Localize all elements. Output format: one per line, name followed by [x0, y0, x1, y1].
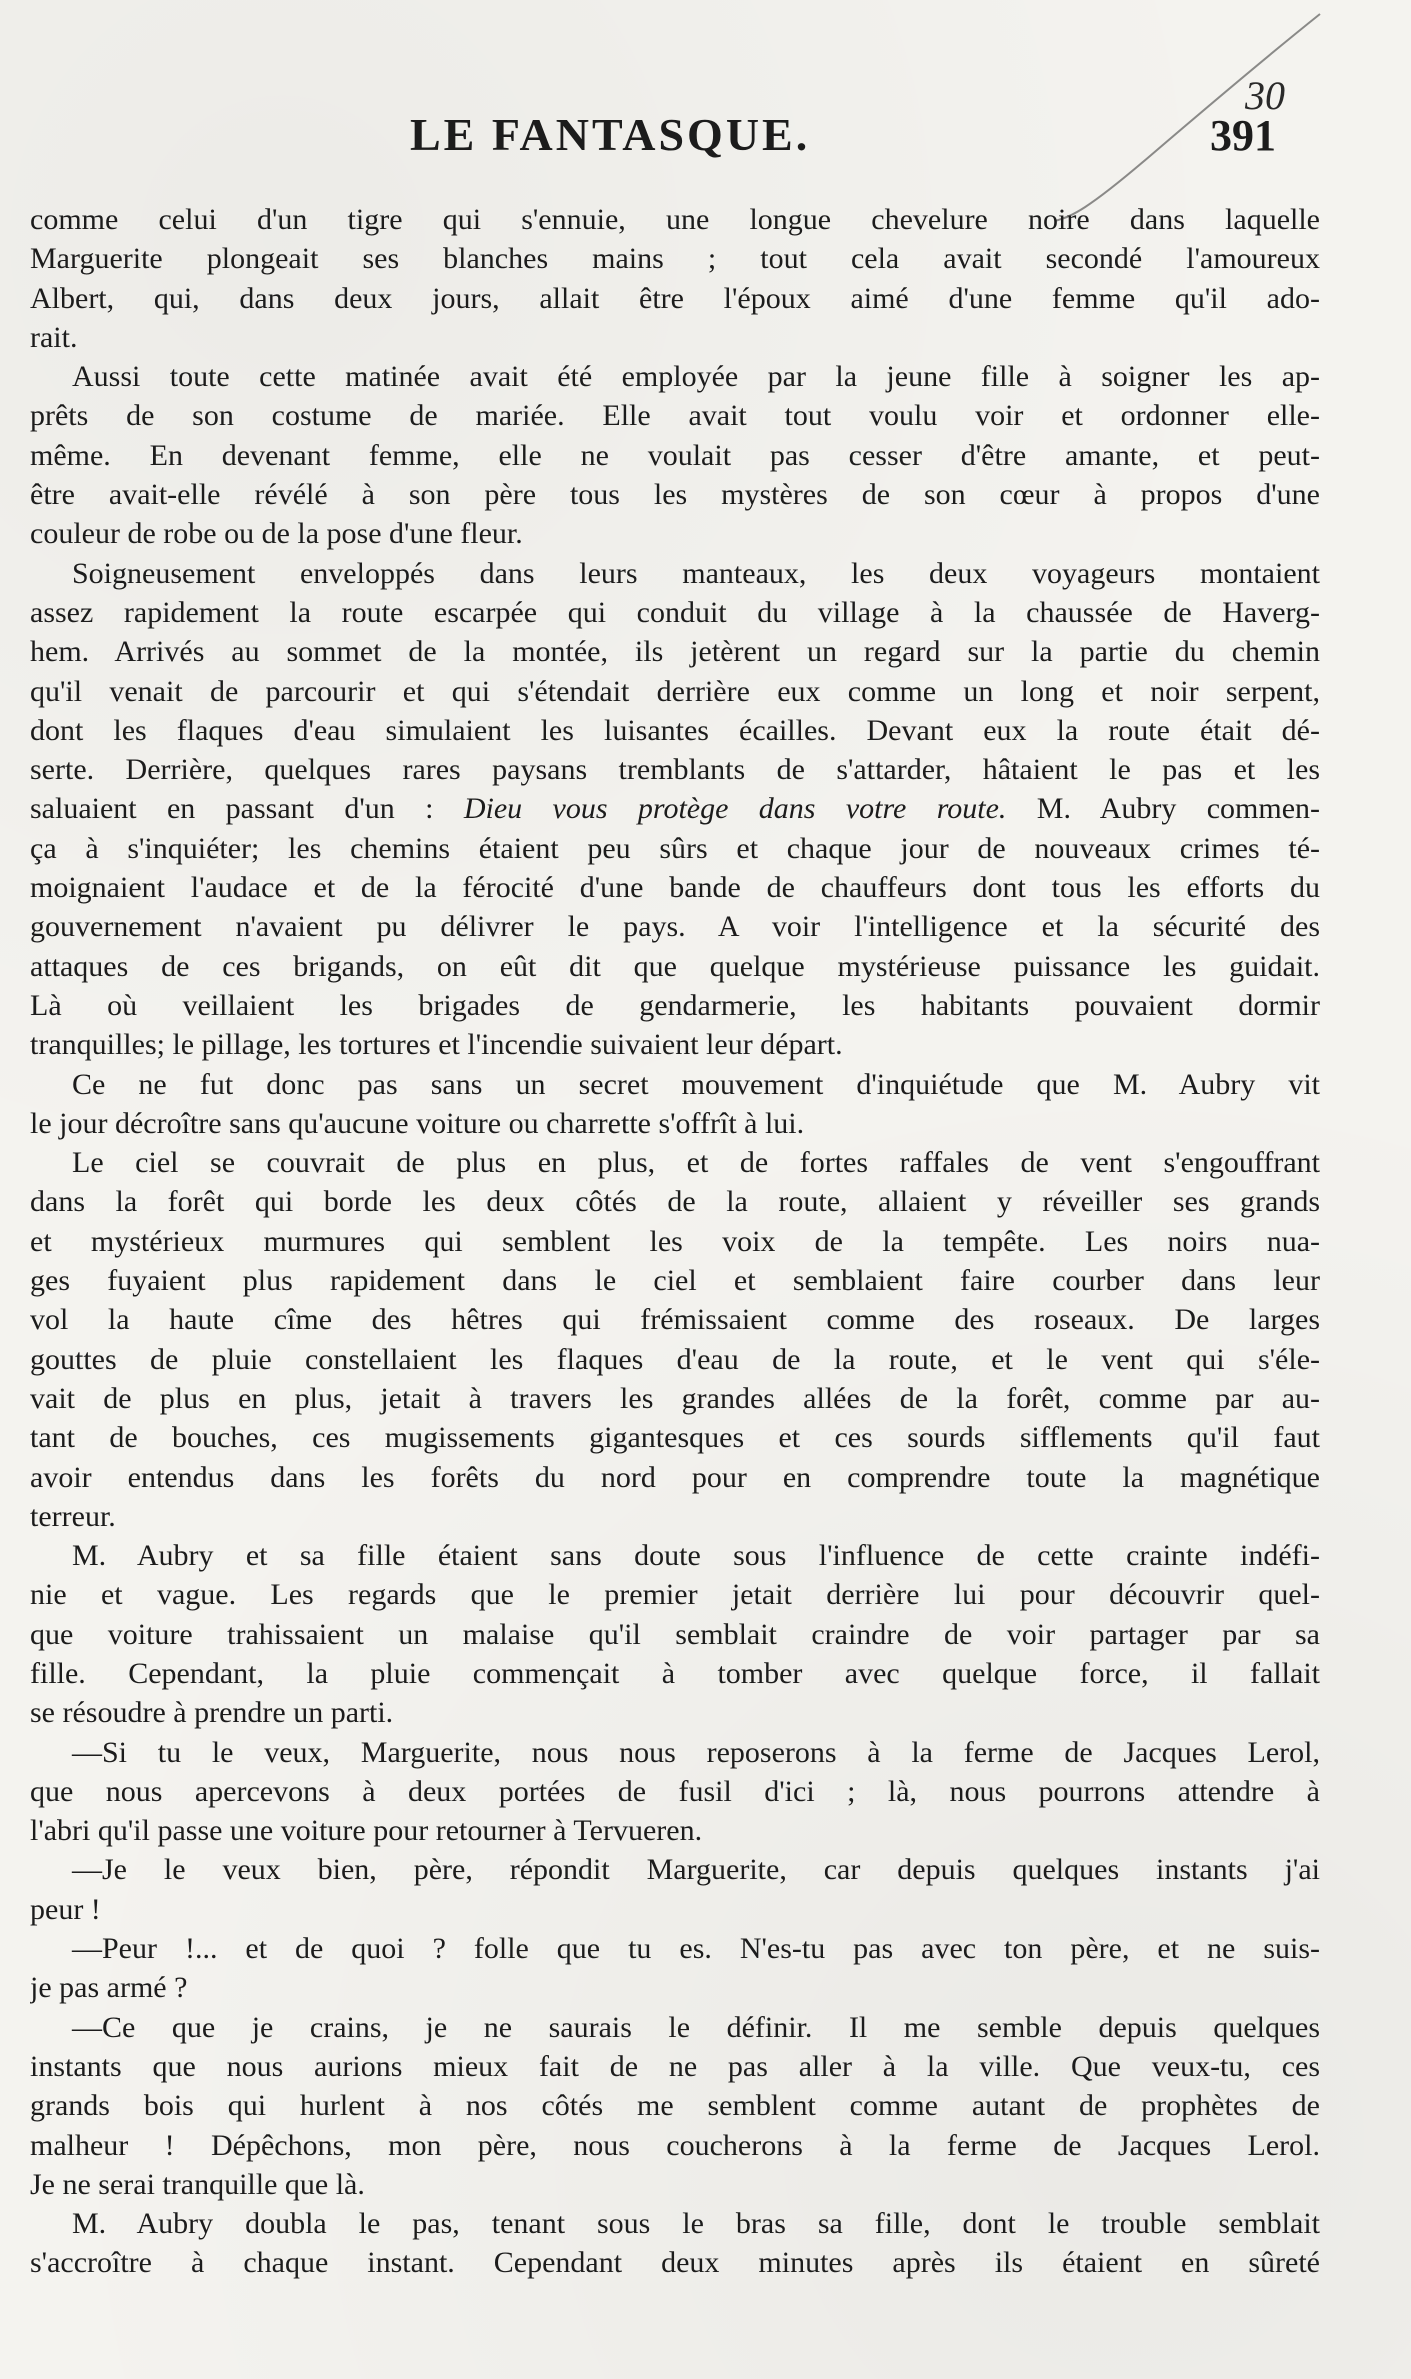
- line-text: rait.: [30, 320, 78, 354]
- text-line: [30, 279, 1320, 318]
- text-line: [30, 239, 1320, 278]
- text-line: [30, 632, 1320, 671]
- line-text: tranquilles; le pillage, les tortures et l'incendie suivaient leur départ.: [30, 1028, 843, 1062]
- text-line: [30, 1182, 1320, 1221]
- line-text: peur !: [30, 1892, 101, 1926]
- text-line: [30, 1615, 1320, 1654]
- line-text: Ce ne fut donc pas sans un secret mouvement d'inquiétude que M. Aubry vit: [72, 1067, 1320, 1101]
- line-text: attaques de ces brigands, on eût dit que quelque mystérieuse puissance les guidait.: [30, 949, 1320, 983]
- text-line: [30, 1811, 1320, 1850]
- text-line: [30, 2047, 1320, 2086]
- text-line: [30, 1575, 1320, 1614]
- text-line: [30, 2204, 1320, 2243]
- line-text: Aussi toute cette matinée avait été employée par la jeune fille à soigner les ap-: [72, 360, 1320, 394]
- text-column: [30, 200, 1320, 2283]
- text-line: [30, 947, 1320, 986]
- handwritten-annotation: 30: [1245, 73, 1285, 118]
- text-line: [30, 829, 1320, 868]
- line-text: comme celui d'un tigre qui s'ennuie, une longue chevelure noire dans laquelle: [30, 203, 1320, 236]
- text-line: [30, 1968, 1320, 2007]
- text-line: [30, 1733, 1320, 1772]
- line-text: se résoudre à prendre un parti.: [30, 1696, 394, 1730]
- text-line: [30, 1379, 1320, 1418]
- text-line: [30, 986, 1320, 1025]
- text-line: [30, 1772, 1320, 1811]
- line-text: et mystérieux murmures qui semblent les voix de la tempête. Les noirs nua-: [30, 1224, 1320, 1258]
- text-line: [30, 1654, 1320, 1693]
- line-text: hem. Arrivés au sommet de la montée, ils jetèrent un regard sur la partie du chemin: [30, 635, 1320, 669]
- line-text: qu'il venait de parcourir et qui s'étendait derrière eux comme un long et noir serpent,: [30, 674, 1320, 708]
- text-line: [30, 318, 1320, 357]
- line-text: l'abri qu'il passe une voiture pour retourner à Tervueren.: [30, 1814, 703, 1848]
- line-text: assez rapidement la route escarpée qui conduit du village à la chaussée de Haverg-: [30, 595, 1320, 629]
- text-line: [30, 436, 1320, 475]
- line-text: s'accroître à chaque instant. Cependant deux minutes après ils étaient en sûreté: [30, 2246, 1320, 2280]
- text-line: [30, 1536, 1320, 1575]
- line-text: vol la haute cîme des hêtres qui frémissaient comme des roseaux. De larges: [30, 1303, 1320, 1337]
- line-text: même. En devenant femme, elle ne voulait pas cesser d'être amante, et peut-: [30, 438, 1320, 472]
- line-text: M. Aubry doubla le pas, tenant sous le bras sa fille, dont le trouble semblait: [72, 2207, 1320, 2241]
- text-line: [30, 1261, 1320, 1300]
- line-text: je pas armé ?: [30, 1971, 188, 2005]
- text-line: [30, 672, 1320, 711]
- text-line: [30, 396, 1320, 435]
- line-text-tail: M. Aubry commen-: [1006, 792, 1320, 826]
- line-text: Marguerite plongeait ses blanches mains ; tout cela avait secondé l'amoureux: [30, 242, 1320, 276]
- line-text: Je ne serai tranquille que là.: [30, 2167, 365, 2201]
- line-text: prêts de son costume de mariée. Elle avait tout voulu voir et ordonner elle-: [30, 399, 1320, 433]
- line-text: moignaient l'audace et de la férocité d'une bande de chauffeurs dont tous les efforts du: [30, 871, 1320, 905]
- line-text: être avait-elle révélé à son père tous les mystères de son cœur à propos d'une: [30, 478, 1320, 512]
- line-text: serte. Derrière, quelques rares paysans tremblants de s'attarder, hâtaient le pas et les: [30, 753, 1320, 787]
- page-header: [0, 108, 1411, 168]
- line-text: instants que nous aurions mieux fait de ne pas aller à la ville. Que veux-tu, ces: [30, 2049, 1320, 2083]
- line-text: saluaient en passant d'un :: [30, 792, 434, 826]
- line-text: grands bois qui hurlent à nos côtés me semblent comme autant de prophètes de: [30, 2089, 1320, 2123]
- line-text: gouvernement n'avaient pu délivrer le pays. A voir l'intelligence et la sécurité des: [30, 910, 1320, 944]
- text-line: [30, 200, 1320, 239]
- line-text: ges fuyaient plus rapidement dans le ciel et semblaient faire courber dans leur: [30, 1264, 1320, 1298]
- line-text: nie et vague. Les regards que le premier jetait derrière lui pour découvrir quel-: [30, 1578, 1320, 1612]
- line-text: ça à s'inquiéter; les chemins étaient peu sûrs et chaque jour de nouveaux crimes té-: [30, 831, 1320, 865]
- text-line: [30, 1458, 1320, 1497]
- line-text: dont les flaques d'eau simulaient les luisantes écailles. Devant eux la route était dé-: [30, 713, 1320, 747]
- line-text: Là où veillaient les brigades de gendarmerie, les habitants pouvaient dormir: [30, 988, 1320, 1022]
- text-line: [30, 2243, 1320, 2282]
- line-text: dans la forêt qui borde les deux côtés de la route, allaient y réveiller ses grands: [30, 1185, 1320, 1219]
- line-text: terreur.: [30, 1499, 116, 1533]
- line-text: que nous apercevons à deux portées de fusil d'ici ; là, nous pourrons attendre à: [30, 1774, 1320, 1808]
- text-line: [30, 750, 1320, 789]
- text-line: [30, 2086, 1320, 2125]
- text-line: [30, 2008, 1320, 2047]
- text-line: [30, 514, 1320, 553]
- text-line: [30, 789, 1320, 828]
- text-line: [30, 1929, 1320, 1968]
- text-line: [30, 1222, 1320, 1261]
- text-line: [30, 554, 1320, 593]
- line-text: —Si tu le veux, Marguerite, nous nous reposerons à la ferme de Jacques Lerol,: [72, 1735, 1320, 1769]
- text-line: [30, 1890, 1320, 1929]
- line-text: fille. Cependant, la pluie commençait à tomber avec quelque force, il fallait: [30, 1656, 1320, 1690]
- line-text: —Je le veux bien, père, répondit Marguerite, car depuis quelques instants j'ai: [72, 1853, 1320, 1887]
- line-text: que voiture trahissaient un malaise qu'il semblait craindre de voir partager par sa: [30, 1617, 1320, 1651]
- page-number: 391: [1210, 111, 1276, 160]
- line-text: vait de plus en plus, jetait à travers les grandes allées de la forêt, comme par au-: [30, 1381, 1320, 1415]
- line-text: avoir entendus dans les forêts du nord pour en comprendre toute la magnétique: [30, 1460, 1320, 1494]
- italic-phrase: Dieu vous protège dans votre route.: [463, 792, 1007, 826]
- running-title: LE FANTASQUE.: [410, 109, 811, 160]
- line-text: —Ce que je crains, je ne saurais le définir. Il me semble depuis quelques: [72, 2010, 1320, 2044]
- line-text: Soigneusement enveloppés dans leurs manteaux, les deux voyageurs montaient: [72, 556, 1320, 590]
- line-text: —Peur !... et de quoi ? folle que tu es. N'es-tu pas avec ton père, et ne suis-: [72, 1932, 1320, 1966]
- text-line: [30, 357, 1320, 396]
- line-text: M. Aubry et sa fille étaient sans doute sous l'influence de cette crainte indéfi-: [72, 1539, 1320, 1573]
- text-line: [30, 1065, 1320, 1104]
- text-line: [30, 475, 1320, 514]
- text-line: [30, 1418, 1320, 1457]
- text-line: [30, 1300, 1320, 1339]
- text-line: [30, 1340, 1320, 1379]
- text-line: [30, 593, 1320, 632]
- line-text: gouttes de pluie constellaient les flaques d'eau de la route, et le vent qui s'éle-: [30, 1342, 1320, 1376]
- line-text: Albert, qui, dans deux jours, allait être l'époux aimé d'une femme qu'il ado-: [30, 281, 1320, 315]
- text-line: [30, 711, 1320, 750]
- text-line: [30, 907, 1320, 946]
- text-line: [30, 868, 1320, 907]
- line-text: Le ciel se couvrait de plus en plus, et de fortes raffales de vent s'engouffrant: [72, 1146, 1320, 1180]
- line-text: couleur de robe ou de la pose d'une fleur.: [30, 517, 523, 551]
- text-line: [30, 1497, 1320, 1536]
- line-text: tant de bouches, ces mugissements gigantesques et ces sourds sifflements qu'il faut: [30, 1421, 1320, 1455]
- text-line: [30, 1850, 1320, 1889]
- text-line: [30, 1025, 1320, 1064]
- text-line: [30, 1693, 1320, 1732]
- text-line: [30, 1104, 1320, 1143]
- text-line: [30, 1143, 1320, 1182]
- text-line: [30, 2126, 1320, 2165]
- text-line: [30, 2165, 1320, 2204]
- line-text: le jour décroître sans qu'aucune voiture ou charrette s'offrît à lui.: [30, 1106, 805, 1140]
- line-text: malheur ! Dépêchons, mon père, nous coucherons à la ferme de Jacques Lerol.: [30, 2128, 1320, 2162]
